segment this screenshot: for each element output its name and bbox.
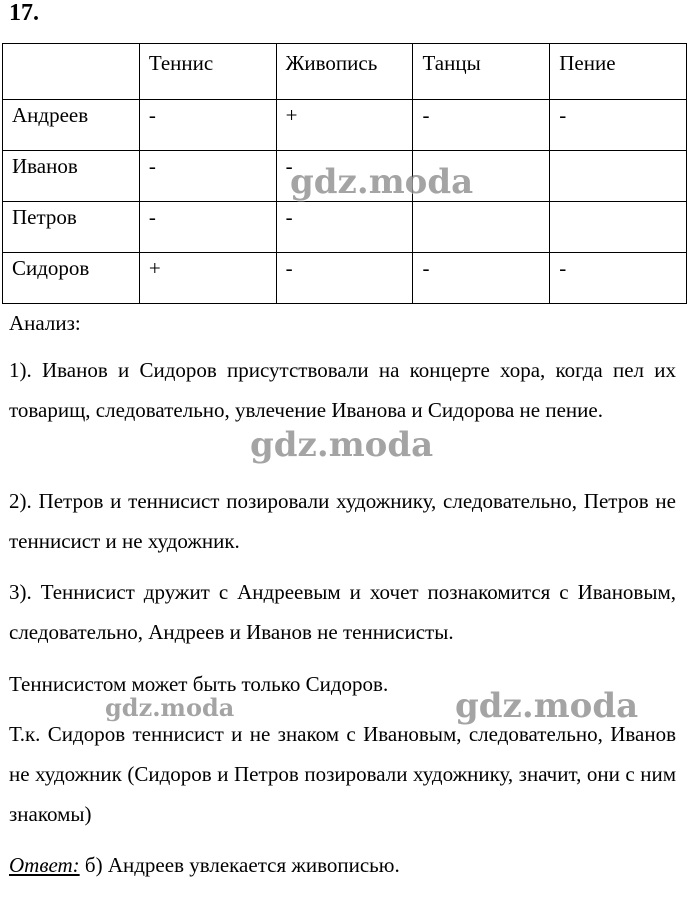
table-cell: -: [413, 253, 550, 304]
watermark-logo: gdz.moda: [290, 162, 474, 202]
table-header-cell: Пение: [550, 44, 687, 100]
table-header-row: [3, 44, 687, 100]
table-cell: -: [139, 100, 276, 151]
table-cell: [550, 151, 687, 202]
paragraph-3: 3). Теннисист дружит с Андреевым и хочет познакомится с Ивановым, следовательно, Андреев и Иванов не теннисисты.: [9, 580, 676, 644]
table-cell: Иванов: [3, 151, 140, 202]
paragraph-1: 1). Иванов и Сидоров присутствовали на концерте хора, когда пел их товарищ, следовательно, увлечение Иванова и Сидорова не пение.: [9, 358, 676, 422]
watermark-logo: gdz.moda: [105, 693, 235, 722]
table-cell: -: [413, 100, 550, 151]
table-header-cell: Живопись: [276, 44, 413, 100]
table-cell: -: [276, 202, 413, 253]
watermark-logo: gdz.moda: [250, 425, 434, 465]
table-cell: [413, 151, 550, 202]
table-row: [3, 253, 687, 304]
answer-label: Ответ:: [9, 853, 80, 877]
table-row: [3, 100, 687, 151]
watermark-logo: gdz.moda: [455, 686, 639, 726]
paragraph-2: 2). Петров и теннисист позировали художнику, следовательно, Петров не теннисист и не художник.: [9, 489, 676, 553]
paragraph-5: Т.к. Сидоров теннисист и не знаком с Ивановым, следовательно, Иванов не художник (Сидоров и Петров позировали художнику, значит, они с ним знакомы): [9, 722, 676, 826]
table-cell: [550, 202, 687, 253]
table-cell: -: [550, 253, 687, 304]
table-header-cell: [3, 44, 140, 100]
table-header-cell: Теннис: [139, 44, 276, 100]
table-cell: -: [276, 253, 413, 304]
table-header-cell: Танцы: [413, 44, 550, 100]
table-cell: +: [139, 253, 276, 304]
analysis-heading: Анализ:: [9, 311, 81, 335]
table-cell: +: [276, 100, 413, 151]
table-cell: Андреев: [3, 100, 140, 151]
paragraph-4: Теннисистом может быть только Сидоров.: [9, 672, 389, 696]
table-row: [3, 151, 687, 202]
problem-number: 17.: [9, 0, 39, 26]
answer-table: [2, 43, 687, 304]
answer: [9, 845, 676, 885]
table-cell: -: [276, 151, 413, 202]
table-cell: -: [550, 100, 687, 151]
table-cell: Сидоров: [3, 253, 140, 304]
table-cell: Петров: [3, 202, 140, 253]
table-cell: [413, 202, 550, 253]
table-cell: -: [139, 151, 276, 202]
table-cell: -: [139, 202, 276, 253]
answer-text: б) Андреев увлекается живописью.: [79, 853, 400, 877]
table-row: [3, 202, 687, 253]
